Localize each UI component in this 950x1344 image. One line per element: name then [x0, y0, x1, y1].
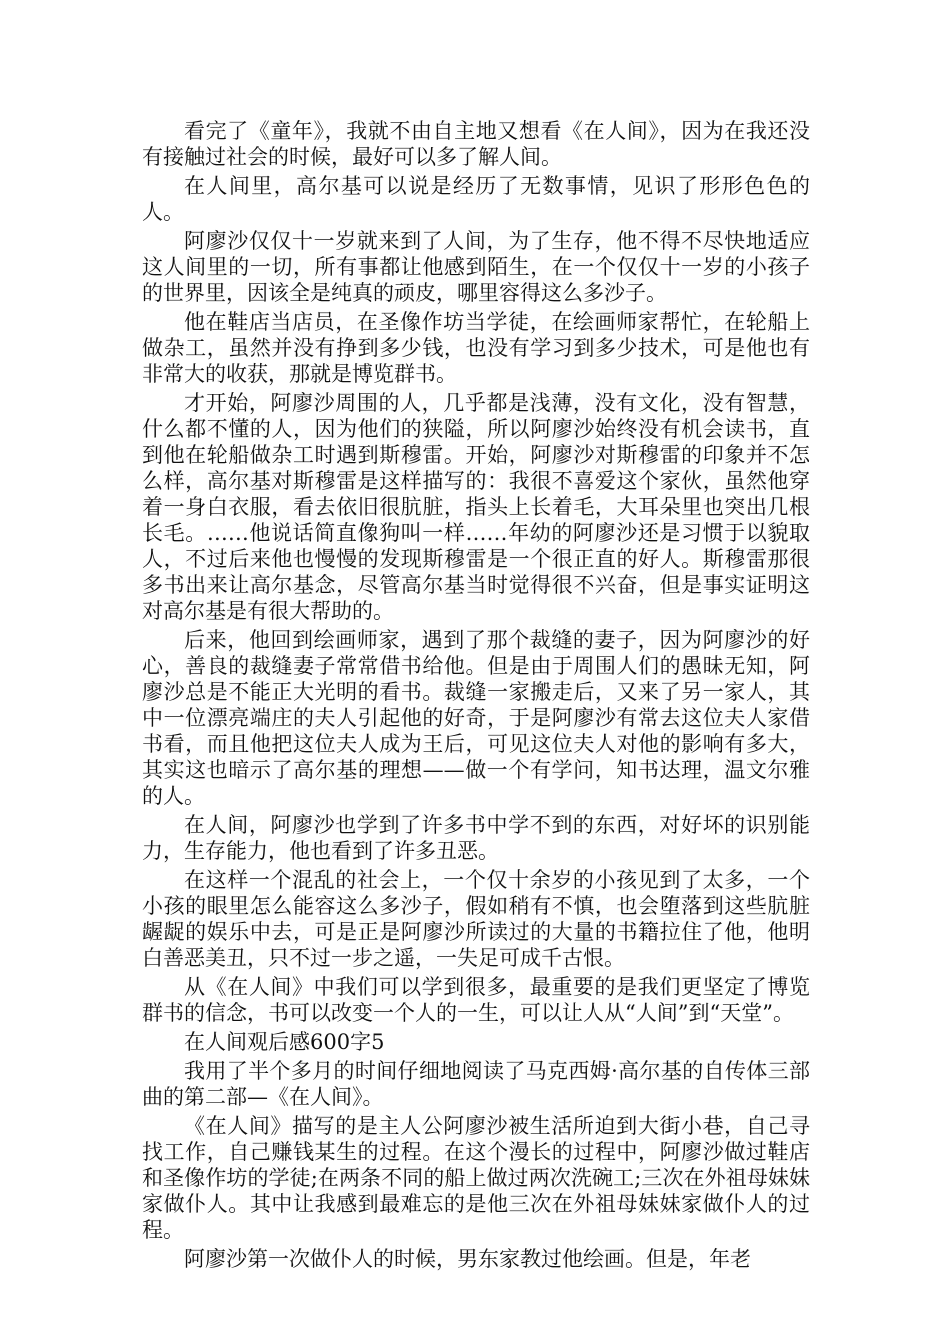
paragraph: 在这样一个混乱的社会上，一个仅十余岁的小孩见到了太多，一个小孩的眼里怎么能容这么多沙子，假如稍有不慎，也会堕落到这些肮脏龌龊的娱乐中去，可是正是阿廖沙所读过的大量的书籍拉住了他，他明白善恶美丑，只不过一步之遥，一失足可成千古恨。	[142, 868, 810, 970]
paragraph: 我用了半个多月的时间仔细地阅读了马克西姆·高尔基的自传体三部曲的第二部—《在人间》。	[142, 1059, 810, 1109]
paragraph: 看完了《童年》，我就不由自主地又想看《在人间》，因为在我还没有接触过社会的时候，最好可以多了解人间。	[142, 119, 810, 169]
paragraph: 在人间，阿廖沙也学到了许多书中学不到的东西，对好坏的识别能力，生存能力，他也看到了许多丑恶。	[142, 813, 810, 863]
paragraph: 《在人间》描写的是主人公阿廖沙被生活所迫到大街小巷，自己寻找工作，自己赚钱某生的过程。在这个漫长的过程中，阿廖沙做过鞋店和圣像作坊的学徒;在两条不同的船上做过两次洗碗工;三次在外祖母妹妹家做仆人。其中让我感到最难忘的是他三次在外祖母妹妹家做仆人的过程。	[142, 1114, 810, 1242]
paragraph: 在人间里，高尔基可以说是经历了无数事情，见识了形形色色的人。	[142, 174, 810, 224]
paragraph: 阿廖沙第一次做仆人的时候，男东家教过他绘画。但是，年老	[184, 1247, 751, 1271]
paragraph: 从《在人间》中我们可以学到很多，最重要的是我们更坚定了博览群书的信念，书可以改变一个人的一生，可以让人从“人间”到“天堂”。	[142, 975, 810, 1025]
section-heading: 在人间观后感600字5	[184, 1030, 385, 1054]
paragraph: 他在鞋店当店员，在圣像作坊当学徒，在绘画师家帮忙，在轮船上做杂工，虽然并没有挣到多少钱，也没有学习到多少技术，可是他也有非常大的收获，那就是博览群书。	[142, 310, 810, 386]
paragraph: 后来，他回到绘画师家，遇到了那个裁缝的妻子，因为阿廖沙的好心，善良的裁缝妻子常常借书给他。但是由于周围人们的愚昧无知，阿廖沙总是不能正大光明的看书。裁缝一家搬走后，又来了另一家人，其中一位漂亮端庄的夫人引起他的好奇，于是阿廖沙有常去这位夫人家借书看，而且他把这位夫人成为王后，可见这位夫人对他的影响有多大，其实这也暗示了高尔基的理想——做一个有学问，知书达理，温文尔雅的人。	[142, 628, 810, 808]
paragraph: 才开始，阿廖沙周围的人，几乎都是浅薄，没有文化，没有智慧，什么都不懂的人，因为他们的狭隘，所以阿廖沙始终没有机会读书，直到他在轮船做杂工时遇到斯穆雷。开始，阿廖沙对斯穆雷的印象并不怎么样，高尔基对斯穆雷是这样描写的：我很不喜爱这个家伙，虽然他穿着一身白衣服，看去依旧很肮脏，指头上长着毛，大耳朵里也突出几根长毛。……他说话简直像狗叫一样……年幼的阿廖沙还是习惯于以貌取人，不过后来他也慢慢的发现斯穆雷是一个很正直的好人。斯穆雷那很多书出来让高尔基念，尽管高尔基当时觉得很不兴奋，但是事实证明这对高尔基是有很大帮助的。	[142, 391, 810, 623]
document-page	[142, 118, 810, 1275]
paragraph: 阿廖沙仅仅十一岁就来到了人间，为了生存，他不得不尽快地适应这人间里的一切，所有事都让他感到陌生，在一个仅仅十一岁的小孩子的世界里，因该全是纯真的顽皮，哪里容得这么多沙子。	[142, 229, 810, 305]
